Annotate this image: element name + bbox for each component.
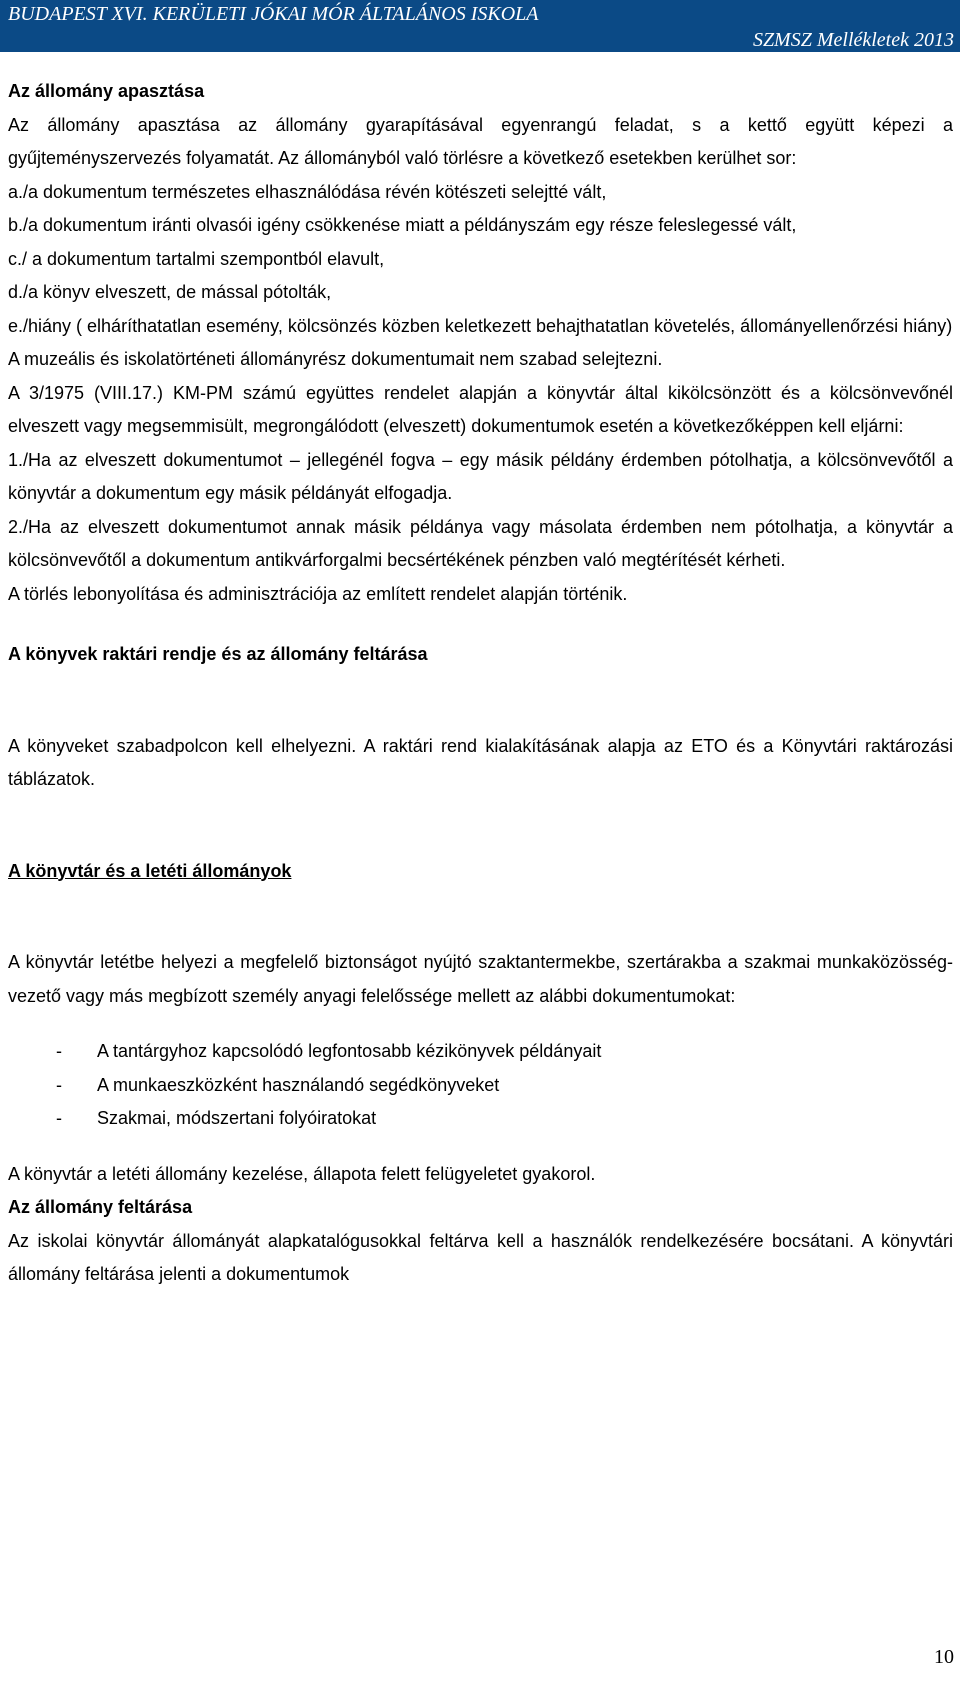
list-item-text: Szakmai, módszertani folyóiratokat xyxy=(97,1108,377,1128)
list-item-text: A tantárgyhoz kapcsolódó legfontosabb kézikönyvek példányait xyxy=(97,1041,602,1061)
paragraph-shelving: A könyveket szabadpolcon kell elhelyezni. A raktári rend kialakításának alapja az ETO és a Könyvtári raktározási táblázatok. xyxy=(8,735,953,789)
header-school-name: BUDAPEST XVI. KERÜLETI JÓKAI MÓR ÁLTALÁNOS ISKOLA xyxy=(8,3,539,25)
list-item xyxy=(8,1102,953,1136)
section-heading-cataloguing: Az állomány feltárása xyxy=(8,1197,193,1217)
paragraph-supervision: A könyvtár a letéti állomány kezelése, állapota felett felügyeletet gyakorol. xyxy=(8,1163,596,1184)
list-item xyxy=(8,1035,953,1069)
section-heading-deposits: A könyvtár és a letéti állományok xyxy=(8,860,292,881)
document-body xyxy=(8,75,953,1292)
paragraph-rule-2: 2./Ha az elveszett dokumentumot annak másik példánya vagy másolata érdemben nem pótolhatja, a könyvtár a kölcsönvevőtől a dokumentum antikvárforgalmi becsértékének pénzben való megtérítését kérheti. xyxy=(8,516,953,570)
list-item-b: b./a dokumentum iránti olvasói igény csökkenése miatt a példányszám egy része feleslegessé vált, xyxy=(8,215,797,235)
header-document-title: SZMSZ Mellékletek 2013 xyxy=(752,29,954,51)
paragraph-rule-1: 1./Ha az elveszett dokumentumot – jellegénél fogva – egy másik példány érdemben pótolhatja, a kölcsönvevőtől a könyvtár a dokumentum egy másik példányát elfogadja. xyxy=(8,449,953,503)
page-number: 10 xyxy=(934,1646,954,1668)
list-item-text: A munkaeszközként használandó segédkönyveket xyxy=(97,1074,500,1095)
section-heading-weeding: Az állomány apasztása xyxy=(8,81,205,101)
paragraph-decree: A 3/1975 (VIII.17.) KM-PM számú együttes rendelet alapján a könyvtár által kikölcsönzött és a kölcsönvevőnél elveszett vagy megsemmisült, megrongálódott (elveszett) dokumentumok esetén a következőképpen kell eljárni: xyxy=(8,382,953,436)
list-item-d: d./a könyv elveszett, de mással pótolták, xyxy=(8,282,332,302)
paragraph-deletion: A törlés lebonyolítása és adminisztrációja az említett rendelet alapján történik. xyxy=(8,583,628,604)
paragraph-weeding-intro: Az állomány apasztása az állomány gyarapításával egyenrangú feladat, s a kettő együtt képezi a gyűjteményszervezés folyamatát. Az állományból való törlésre a következő esetekben kerülhet sor: xyxy=(8,114,953,168)
paragraph-deposits: A könyvtár letétbe helyezi a megfelelő biztonságot nyújtó szaktantermekbe, szertárakba a szakmai munkaközösség-vezető vagy más megbízott személy anyagi felelőssége mellett az alábbi dokumentumokat: xyxy=(8,952,953,1006)
section-heading-shelving: A könyvek raktári rendje és az állomány feltárása xyxy=(8,644,428,664)
list-dash: - xyxy=(56,1074,62,1095)
list-item-c: c./ a dokumentum tartalmi szempontból elavult, xyxy=(8,248,385,269)
list-dash: - xyxy=(56,1108,62,1128)
page-header xyxy=(0,0,960,52)
list-item-a: a./a dokumentum természetes elhasználódása révén kötészeti selejtté vált, xyxy=(8,181,607,202)
paragraph-museum: A muzeális és iskolatörténeti állományrész dokumentumait nem szabad selejtezni. xyxy=(8,349,663,369)
list-dash: - xyxy=(56,1041,62,1061)
deposit-document-list xyxy=(8,1035,953,1136)
paragraph-cataloguing: Az iskolai könyvtár állományát alapkatalógusokkal feltárva kell a használók rendelkezésére bocsátani. A könyvtári állomány feltárása jelenti a dokumentumok xyxy=(8,1230,953,1284)
list-item-e: e./hiány ( elháríthatatlan esemény, kölcsönzés közben keletkezett behajthatatlan követelés, állományellenőrzési hiány) xyxy=(8,315,953,336)
list-item xyxy=(8,1069,953,1103)
